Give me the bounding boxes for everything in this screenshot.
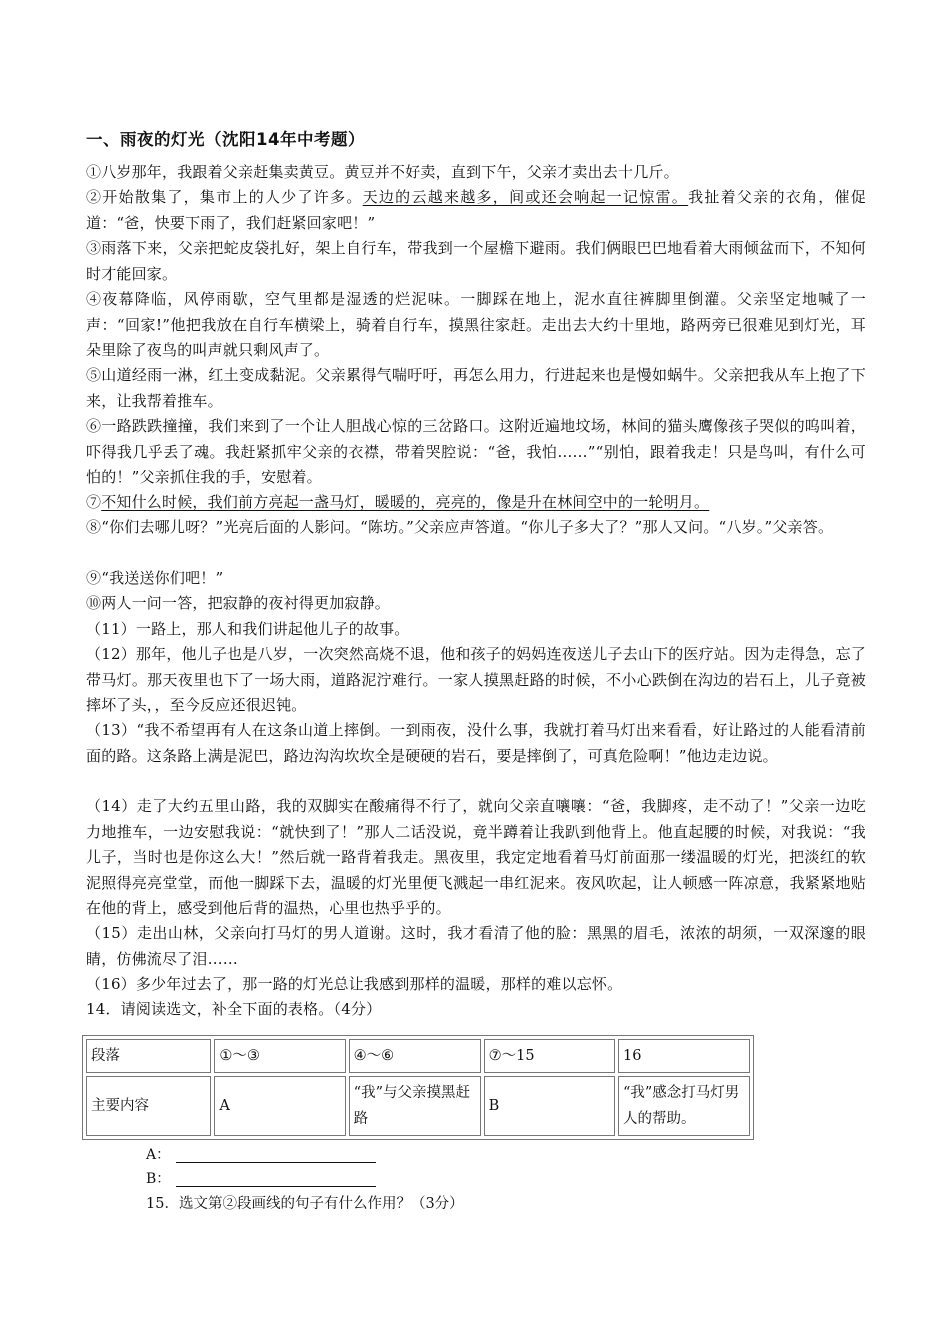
answer-a-line [146, 1144, 376, 1164]
table-cell: 主要内容 [86, 1076, 211, 1136]
question-14: 14．请阅读选文，补全下面的表格。（4分） [86, 1000, 382, 1018]
paragraph-16: （16）多少年过去了，那一路的灯光总让我感到那样的温暖，那样的难以忘怀。 [86, 975, 623, 993]
answer-b-blank[interactable] [176, 1172, 376, 1187]
answer-b-line [146, 1168, 376, 1188]
answer-b-label: B： [146, 1171, 171, 1187]
paragraph-6: ⑥一路跌跌撞撞，我们来到了一个让人胆战心惊的三岔路口。这附近遍地坟场，林间的猫头鹰像孩子哭似的呜叫着，吓得我几乎丢了魂。我赶紧抓牢父亲的衣襟，带着哭腔说：“爸，我怕……”“别怕，跟着我走！只是鸟叫，有什么可怕的！”父亲抓住我的手，安慰着。 [86, 417, 866, 486]
answer-a-blank[interactable] [176, 1148, 376, 1163]
paragraph-15: （15）走出山林，父亲向打马灯的男人道谢。这时，我才看清了他的脸：黑黑的眉毛，浓浓的胡须，一双深邃的眼睛，仿佛流尽了泪…… [86, 924, 866, 968]
section-title: 一、雨夜的灯光（沈阳14年中考题） [86, 130, 365, 149]
table-cell: 段落 [86, 1039, 211, 1073]
paragraph-2-text-b: 我扯着父亲的衣角，催促道：“爸，快要下雨了，我们赶紧回家吧！” [86, 188, 866, 232]
answer-a-label: A： [146, 1147, 171, 1163]
table-row [86, 1039, 750, 1073]
paragraph-5: ⑤山道经雨一淋，红土变成黏泥。父亲累得气喘吁吁，再怎么用力，行进起来也是慢如蜗牛。父亲把我从车上抱了下来，让我帮着推车。 [86, 366, 866, 410]
paragraph-8: ⑧“你们去哪儿呀？”光亮后面的人影问。“陈坊。”父亲应声答道。“你儿子多大了？”那人又问。“八岁。”父亲答。 [86, 518, 834, 536]
paragraph-9: ⑨“我送送你们吧！” [86, 569, 224, 587]
paragraph-10: ⑩两人一问一答，把寂静的夜衬得更加寂静。 [86, 594, 391, 612]
paragraph-1: ①八岁那年，我跟着父亲赶集卖黄豆。黄豆并不好卖，直到下午，父亲才卖出去十几斤。 [86, 163, 679, 181]
table-row [86, 1076, 750, 1136]
table-cell-answer-b: B [484, 1076, 615, 1136]
paragraph-7-underlined-sentence: 不知什么时候，我们前方亮起一盏马灯，暖暖的，亮亮的，像是升在林间空中的一轮明月。 [101, 493, 710, 511]
paragraph-3: ③雨落下来，父亲把蛇皮袋扎好，架上自行车，带我到一个屋檐下避雨。我们俩眼巴巴地看着大雨倾盆而下，不知何时才能回家。 [86, 239, 866, 283]
paragraph-4: ④夜幕降临，风停雨歇，空气里都是湿透的烂泥味。一脚踩在地上，泥水直往裤脚里倒灌。父亲坚定地喊了一声：“回家!”他把我放在自行车横梁上，骑着自行车，摸黑往家赶。走出去大约十里地，路两旁已很难见到灯光，耳朵里除了夜鸟的叫声就只剩风声了。 [86, 290, 866, 359]
paragraph-2-text-a: ②开始散集了，集市上的人少了许多。 [86, 188, 363, 206]
question-15: 15．选文第②段画线的句子有什么作用？（3分） [146, 1196, 464, 1212]
table-cell: ④～⑥ [349, 1039, 481, 1073]
table-cell: “我”感念打马灯男人的帮助。 [618, 1076, 750, 1136]
paragraph-14: （14）走了大约五里山路，我的双脚实在酸痛得不行了，就向父亲直嚷嚷：“爸，我脚疼，走不动了！”父亲一边吃力地推车，一边安慰我说：“就快到了！”那人二话没说，竟半蹲着让我趴到他背上。他直起腰的时候，对我说：“我儿子，当时也是你这么大！”然后就一路背着我走。黑夜里，我定定地看着马灯前面那一缕温暖的灯光，把淡红的软泥照得亮亮堂堂，而他一脚踩下去，温暖的灯光里便飞溅起一串红泥来。夜风吹起，让人顿感一阵凉意，我紧紧地贴在他的背上，感受到他后背的温热，心里也热乎乎的。 [86, 797, 866, 917]
paragraph-2-underlined-sentence: 天边的云越来越多，间或还会响起一记惊雷。 [362, 188, 689, 206]
paragraph-7-number: ⑦ [86, 493, 102, 511]
table-cell: 16 [618, 1039, 750, 1073]
paragraph-11: （11）一路上，那人和我们讲起他儿子的故事。 [86, 620, 410, 638]
table-cell: “我”与父亲摸黑赶路 [349, 1076, 481, 1136]
paragraph-2 [86, 185, 866, 236]
table-cell: ①～③ [214, 1039, 345, 1073]
paragraph-7 [86, 490, 866, 516]
summary-table [82, 1035, 754, 1140]
paragraph-13: （13）“我不希望再有人在这条山道上摔倒。一到雨夜，没什么事，我就打着马灯出来看看，好让路过的人能看清前面的路。这条路上满是泥巴，路边沟沟坎坎全是硬硬的岩石，要是摔倒了，可真危险啊！”他边走边说。 [86, 721, 866, 765]
table-cell-answer-a: A [214, 1076, 345, 1136]
paragraph-12: （12）那年，他儿子也是八岁，一次突然高烧不退，他和孩子的妈妈连夜送儿子去山下的医疗站。因为走得急，忘了带马灯。那天夜里也下了一场大雨，道路泥泞难行。一家人摸黑赶路的时候，不小心跌倒在沟边的岩石上，儿子竟被摔坏了头，，至今反应还很迟钝。 [86, 645, 866, 714]
table-cell: ⑦～15 [484, 1039, 615, 1073]
